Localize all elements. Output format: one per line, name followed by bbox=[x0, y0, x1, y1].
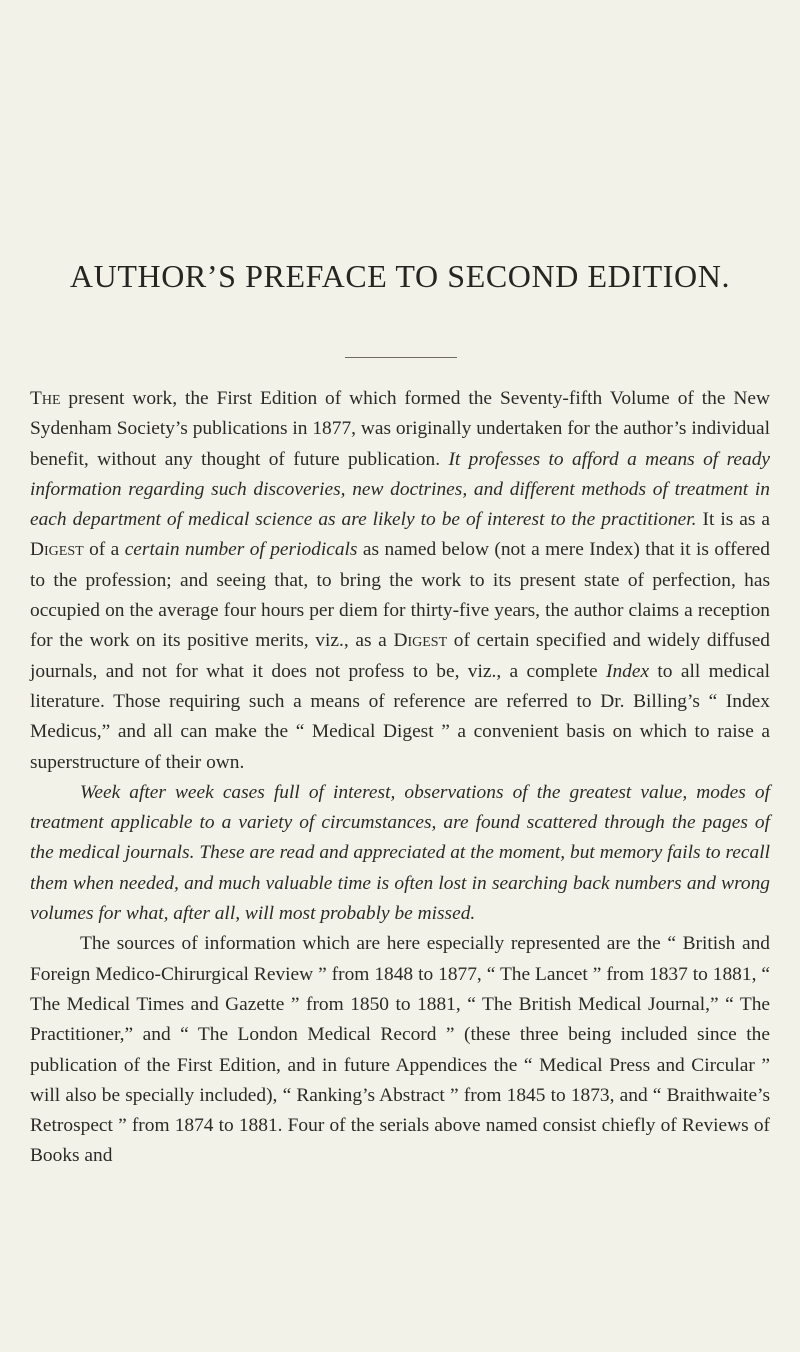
p1-text-3: of a bbox=[83, 539, 125, 561]
p2-italic-text: Week after week cases full of interest, observations of the greatest value, modes of treatment applicable to a variety of circumstances, are found scattered through the pages of the medical journals. These are read and appreciated at the moment, but memory fails to recall them when needed, and much valuable time is often lost in searching back numbers and wrong volumes for what, after all, will most probably be missed. bbox=[30, 781, 770, 925]
index-term: Index bbox=[605, 660, 650, 682]
p1-text-6: to all medical literature. Those requiring such a means of reference are referred to Dr. Billing’s “ Index Medicus,” and all can make the “ Medical Digest ” a convenient basis on which to raise a superstructure of their own. bbox=[30, 660, 770, 773]
paragraph-1 bbox=[30, 384, 770, 778]
opening-word: The bbox=[30, 388, 61, 409]
p1-text-1: present work, the First Edition of which formed the Seventy-fifth Volume of the New Sydenham Society’s publications in 1877, was originally undertaken for the author’s individual benefit, without any thought of future publication. bbox=[30, 388, 770, 470]
p1-text-5: of certain specified and widely diffused journals, and not for what it does not profess to be, viz., a complete bbox=[30, 630, 771, 682]
title-divider bbox=[345, 357, 457, 358]
body-text bbox=[30, 384, 770, 1172]
p1-italic-periodicals: certain number of periodicals bbox=[124, 539, 358, 561]
digest-term-2: Digest bbox=[393, 630, 448, 652]
p1-italic-statement: It professes to afford a means of ready information regarding such discoveries, new doctrines, and different methods of treatment in each department of medical science as are likely to be of interest to the practitioner. bbox=[30, 448, 770, 531]
digest-term-1: Digest bbox=[30, 539, 84, 561]
page-title: AUTHOR’S PREFACE TO SECOND EDITION. bbox=[69, 258, 731, 294]
p1-text-4: as named below (not a mere Index) that it is offered to the profession; and seeing that, to bring the work to its present state of perfection, has occupied on the average four hours per diem for thirty-five years, the author claims a reception for the work on its positive merits, viz., as a bbox=[30, 539, 770, 652]
p1-text-2: It is as a bbox=[696, 509, 770, 531]
paragraph-3: The sources of information which are here especially represented are the “ British and Foreign Medico-Chirurgical Review ” from 1848 to 1877, “ The Lancet ” from 1837 to 1881, “ The Medical Times and Gazette ” from 1850 to 1881, “ The British Medical Journal,” “ The Practitioner,” and “ The London Medical Record ” (these three being included since the publication of the First Edition, and in future Appendices the “ Medical Press and Circular ” will also be specially included), “ Ranking’s Abstract ” from 1845 to 1873, and “ Braithwaite’s Retrospect ” from 1874 to 1881. Four of the serials above named consist chiefly of Reviews of Books and bbox=[30, 933, 770, 1167]
paragraph-2 bbox=[30, 778, 770, 929]
